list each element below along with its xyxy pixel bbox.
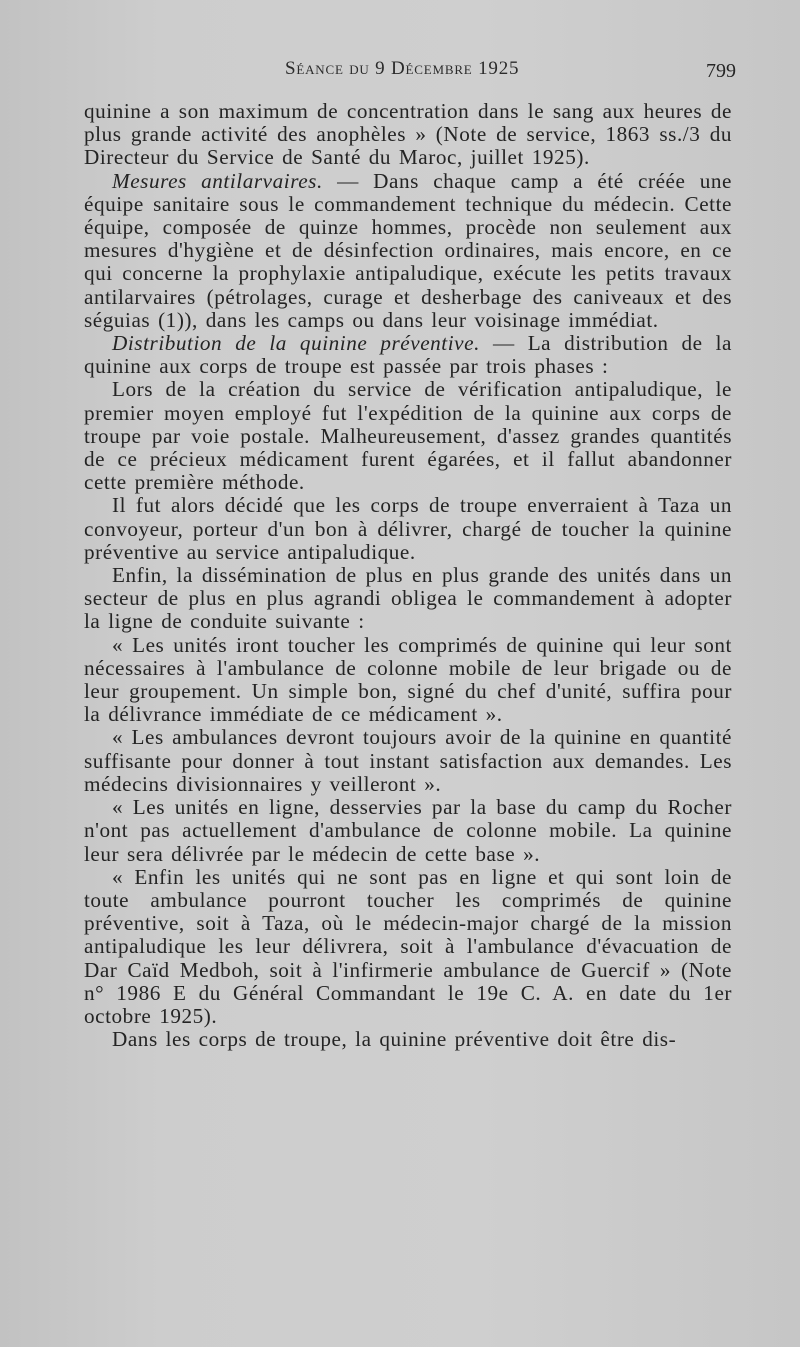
paragraph-mesures-antilarvaires <box>84 170 732 332</box>
page-number: 799 <box>706 60 736 82</box>
paragraph-text: « Enfin les unités qui ne sont pas en ligne et qui sont loin de toute ambulance pourront toucher les comprimés de quinine préventive, soit à Taza, où le médecin-major chargé de la mission antipaludique les leur délivrera, soit à l'ambulance d'évacuation de Dar Caïd Medboh, soit à l'infirmerie ambulance de Guercif » (Note n° 1986 E du Général Commandant le 19e C. A. en date du 1er octobre 1925). <box>84 864 732 1028</box>
paragraph-distribution-quinine <box>84 332 732 378</box>
paragraph-text: Il fut alors décidé que les corps de troupe enverraient à Taza un convoyeur, porteur d'un bon à délivrer, chargé de toucher la quinine préventive au service antipaludique. <box>84 493 732 564</box>
paragraph-text: Dans les corps de troupe, la quinine préventive doit être dis- <box>112 1027 677 1052</box>
paragraph-1 <box>84 100 732 170</box>
section-lead: Distribution de la quinine préventive. <box>112 331 480 356</box>
paragraph-8 <box>84 726 732 796</box>
paragraph-9 <box>84 796 732 866</box>
body-text <box>84 100 732 1051</box>
paragraph-10 <box>84 866 732 1028</box>
paragraph-4 <box>84 378 732 494</box>
paragraph-text: quinine a son maximum de concentration dans le sang aux heures de plus grande activité des anophèles » (Note de service, 1863 ss./3 du Directeur du Service de Santé du Maroc, juillet 1925). <box>84 99 732 170</box>
running-title: Séance du 9 Décembre 1925 <box>285 58 520 79</box>
section-lead: Mesures antilarvaires. <box>112 168 323 193</box>
paragraph-6 <box>84 564 732 634</box>
paragraph-text: « Les ambulances devront toujours avoir de la quinine en quantité suffisante pour donner à tout instant satisfaction aux demandes. Les médecins divisionnaires y veilleront ». <box>84 725 732 796</box>
paragraph-text: « Les unités iront toucher les comprimés de quinine qui leur sont nécessaires à l'ambulance de colonne mobile de leur brigade ou de leur groupement. Un simple bon, signé du chef d'unité, suffira pour la délivrance immédiate de ce médicament ». <box>84 632 732 727</box>
running-header <box>0 58 800 90</box>
paragraph-7 <box>84 634 732 727</box>
paragraph-text: — Dans chaque camp a été créée une équipe sanitaire sous le commandement technique du médecin. Cette équipe, composée de quinze hommes, procède non seulement aux mesures d'hygiène et de désinfection ordinaires, mais encore, en ce qui concerne la prophylaxie antipaludique, exécute les petits travaux antilarvaires (pétrolages, curage et desherbage des caniveaux et des séguias (1)), dans les camps ou dans leur voisinage immédiat. <box>84 168 733 332</box>
paragraph-text: Lors de la création du service de vérification antipaludique, le premier moyen employé fut l'expédition de la quinine aux corps de troupe par voie postale. Malheureusement, d'assez grandes quantités de ce précieux médicament furent égarées, et il fallut abandonner cette première méthode. <box>84 377 732 495</box>
paragraph-text: Enfin, la dissémination de plus en plus grande des unités dans un secteur de plus en plus agrandi obligea le commandement à adopter la ligne de conduite suivante : <box>84 563 732 634</box>
paragraph-5 <box>84 494 732 564</box>
paragraph-text: — La distribution de la quinine aux corps de troupe est passée par trois phases : <box>84 331 732 379</box>
paragraph-11 <box>84 1028 732 1051</box>
paragraph-text: « Les unités en ligne, desservies par la base du camp du Rocher n'ont pas actuellement d'ambulance de colonne mobile. La quinine leur sera délivrée par le médecin de cette base ». <box>84 795 732 866</box>
